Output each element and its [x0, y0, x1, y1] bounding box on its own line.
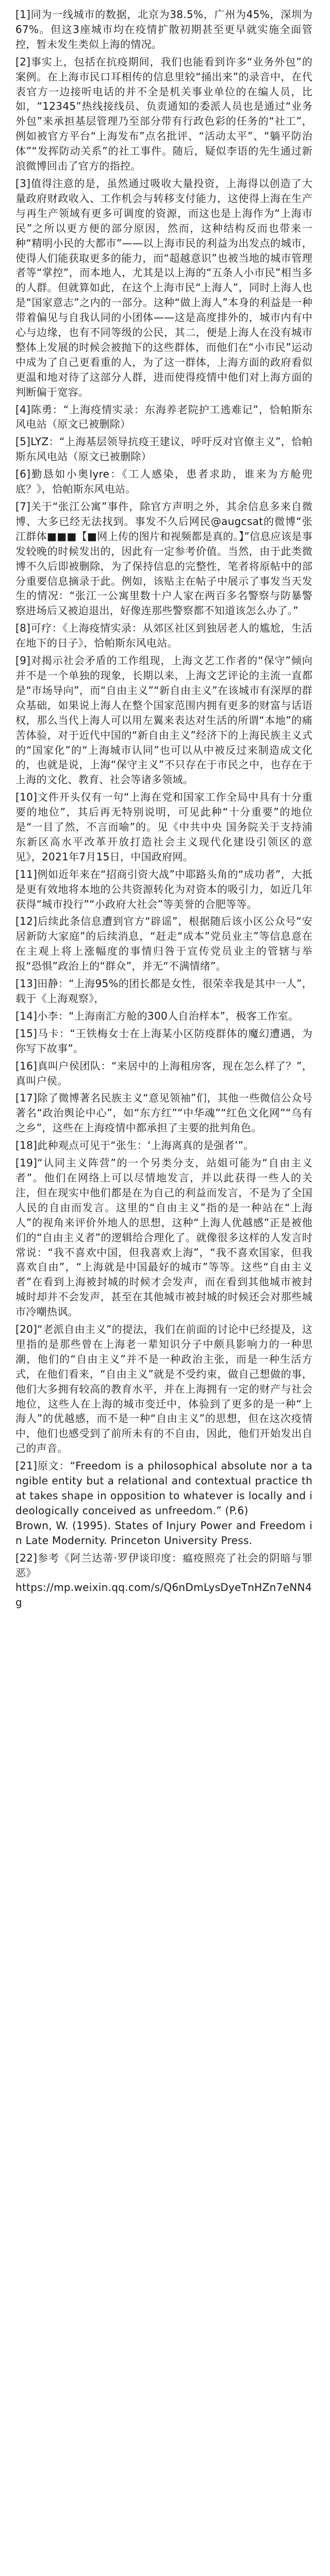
footnote-18: [18]此种观点可见于“张生：‘上海离真的是强者’”。 — [15, 1139, 254, 1152]
footnote-3: [3]值得注意的是，虽然通过吸收大量投资，上海得以创造了大量政府财政收入、工作机会与转移支付能力，这使得上海在生产与再生产领域有更多可调度的资源，而这也是上海作为“上海市民”之所以更方便的部分原因，然而，这种结构反而也带来一种“精明小民的大都市”——以上海市民的利益为出发点的城市，使得人们能获取更多的能力，而“超越意识”也被当地的城市管理者等“掌控”，而本地人，尤其是以上海的“五条人小市民”相当多的人群。但就算如此，在这个上海市民“上海人”，同时上海人也是“国家意志”之内的一部分。这种“做上海人”本身的利益是一种带着偏见与自我认同的小团体——这是高度排外的，城市内有中心与边缘，也有不同等级的公民，其二，便是上海人在没有城市整体上发展的时候会被抛下的这些群体，而他们在“小市民”运动中成为了自己更看重的人，为了这一群体，上海方面的政府看似更温和地对待了这部分人群，进而使得疫情中他们对上海方面的判断偏于宽容。 — [15, 177, 312, 398]
footnote-12: [12]后续此条信息遭到官方“辟谣”，根据随后该小区公众号“安居新防大家庭”的后续消息，“赶走“成本”党员业主”等信息意在在主观上将上涨幅度的事情归咎于宣传党员业主的管辖与举报“恐惧”政治上的“群众”，并无“不满情绪”。 — [15, 915, 312, 973]
footnote-21: [21]原文：“Freedom is a philosophical absolute nor a tangible entity but a relational and contextual practice that takes shape in opposition to whatever is locally and ideologically conceived as unfreedom.” (P.6) Brown, W. (1995). States of Injury Power and Freedom in Late Modernity. Princeton University Press. — [15, 1460, 312, 1547]
footnote-16: [16]真叫户侯团队：“来居中的上海租房客，现在怎么样了？”，真叫户侯。 — [15, 1059, 312, 1087]
footnote-11: [11]例如近年来在“招商引资大战”中耶路头角的“成功者”，大抵是更有效地将本地的公共资源转化为对资本的吸引力，如近几年获得“城市投行”“小政府大社会”等美誉的合肥等等。 — [15, 868, 312, 910]
footnote-14: [14]小李：“上海南汇方舱的300人自治样本”，极客工作室。 — [15, 1009, 299, 1022]
footnote-2: [2]事实上，包括在抗疫期间，我们也能看到许多“业务外包”的案例。在上海市民口耳相传的信息里较“捅出来”的录音中，在代表官方一边接听电话的并不全是机关事业单位的在编人员，比如，“12345”热线接线员、负责通知的委派人员也是通过“业务外包”来承担基层管理乃至部分带有行政色彩的任务的“社工”，例如被官方平台“上海发布”点名批评、“活动太平”、“躺平防治体”“发挥防动关系”的社工事件。随后，疑似李语的先生通过新浪微博回击了官方的指控。 — [15, 55, 312, 173]
footnote-5: [5]LYZ：“上海基层领导抗疫王建议，呼吁反对官僚主义”，恰帕斯东风电站（原文已被删除） — [15, 435, 312, 463]
footnote-4: [4]陈勇：“上海疫情实录：东海养老院护工逃难记”，恰帕斯东风电站（原文已被删除） — [15, 403, 312, 431]
footnote-17: [17]除了微博著名民族主义“意见领袖”们，其他一些微信公众号著名“政治舆论中心”，如“东方红”“中华魂”“红色文化网”“乌有之乡”，这些在上海疫情中都承担了主要的批判角色。 — [15, 1092, 312, 1134]
footnote-1: [1]同为一线城市的数据，北京为38.5%，广州为45%，深圳为67%。但这3座城市均在疫情扩散初期甚至更早就实施全面管控，暂未发生类似上海的情况。 — [15, 8, 312, 50]
footnote-15: [15]马卡：“王铁梅女士在上海某小区防疫群体的魔幻遭遇，为你写下故事”。 — [15, 1027, 312, 1055]
footnote-20: [20]“老派自由主义”的提法，我们在前面的讨论中已经提及，这里指的是那些曾在上海老一辈知识分子中颇具影响力的一种思潮，他们的“自由主义”并不是一种政治主张，而是一种生活方式，在他们看来，“自由主义”就是不受约束，做自己想做的事，他们大多拥有较高的教育水平，并在上海拥有一定的财产与社会地位，这些人在上海的城市变迁中，体验到了更多的是一种“上海人”的优越感，而不是一种“自由主义”的思想，但在这次疫情中，他们也感受到了前所未有的不自由，因此，他们开始发出自己的声音。 — [15, 1323, 312, 1455]
footnote-13: [13]田静：“上海95%的团长都是女性，很荣幸我是其中一人”，载于《上海观察》， — [15, 977, 312, 1005]
footnote-19: [19]“认同主义阵营”的一个另类分支，站姐可能为“自由主义者”。他们在网络上可以尽情地发言，并以此获得一些人的关注，但在现实中他们都是在为自己的利益而发言，不是为了全国人民的自由而发言。这里的“自由主义”指的是一种站在“上海人”的视角来评价外地人的思想，这种“上海人优越感”正是被他们的“自由主义者”的逻辑给合理化了。就像很多这样的人发言时常说：“我不喜欢中国，但我喜欢上海”，“我不喜欢国家，但我喜欢自由”，“上海就是中国最好的城市”等等。这些“自由主义者”在看到上海被封城的时候才会发声，而在看到其他城市被封城时却并不会发声，甚至在其他城市被封城的时候还会对那些城市冷嘲热讽。 — [15, 1157, 312, 1318]
footnote-9: [9]对揭示社会矛盾的工作组现，上海文艺工作者的“保守”倾向并不是一个单独的现象，长期以来，上海文艺评论的主流一直都是“市场导向”，而“自由主义”“新自由主义”在该城市有深厚的群众基础，如果说上海人在整个国家范围内拥有更多的财富与话语权，那么当代上海人可以用左翼来表达对生活的所谓“本地”的痛苦体验，对于近代中国的“新自由主义”经济下的上海民族主义式的“国家化”的“上海城市认同”也可以从中被反过来制造成文化的，也就是说，上海“保守主义”不只存在于市民之中，也存在于上海的文化、教育、社会等诸多领域。 — [15, 654, 312, 786]
footnote-6: [6]勤恳如小奥lyre：《工人感染，患者求助，谁来为方舱兜底？》，恰帕斯东风电站。 — [15, 468, 312, 496]
footnote-22: [22]参考《阿兰达蒂·罗伊谈印度：瘟疫照亮了社会的阴暗与罪恶》 https://mp.weixin.qq.com/s/Q6nDmLysDyeTnHZn7eNN4g — [15, 1551, 312, 1609]
footnote-7: [7]关于“张江公寓”事件，除官方声明之外，其余信息多来自微博、大多已经无法找到。事发不久后网民@augcsat的微博“张江群体■■■【■网上传的图片和视频都是真的。】”信息应该是事发较晚的时候发出的，因此有一定参考价值。当然，由于此类微博不久后即被删除，为了保持信息的完整性，笔者将原帖中的部分重要信息摘录于此。例如，该贴主在帖子中展示了事发当天发生的情况：“张江一公寓里数十户人家在两百多名警察与防暴警察进场后又被迫退出，好像连那些警察都不知道该怎么办了。” — [15, 500, 312, 617]
footnote-10: [10]文件开头仅有一句“上海在党和国家工作全局中具有十分重要的地位”，其后再无特别说明，可见此种“十分重要”的地位是“一目了然，不言而喻”的。见《中共中央 国务院关于支持浦东新区高水平改革开放打造社会主义现代化建设引领区的意见》，2021年7月15日，中国政府网。 — [15, 791, 312, 863]
footnote-8: [8]可疗：《上海疫情实录：从郊区社区到独居老人的尴尬，生活在地下的日子》，恰帕斯东风电站。 — [15, 622, 312, 650]
